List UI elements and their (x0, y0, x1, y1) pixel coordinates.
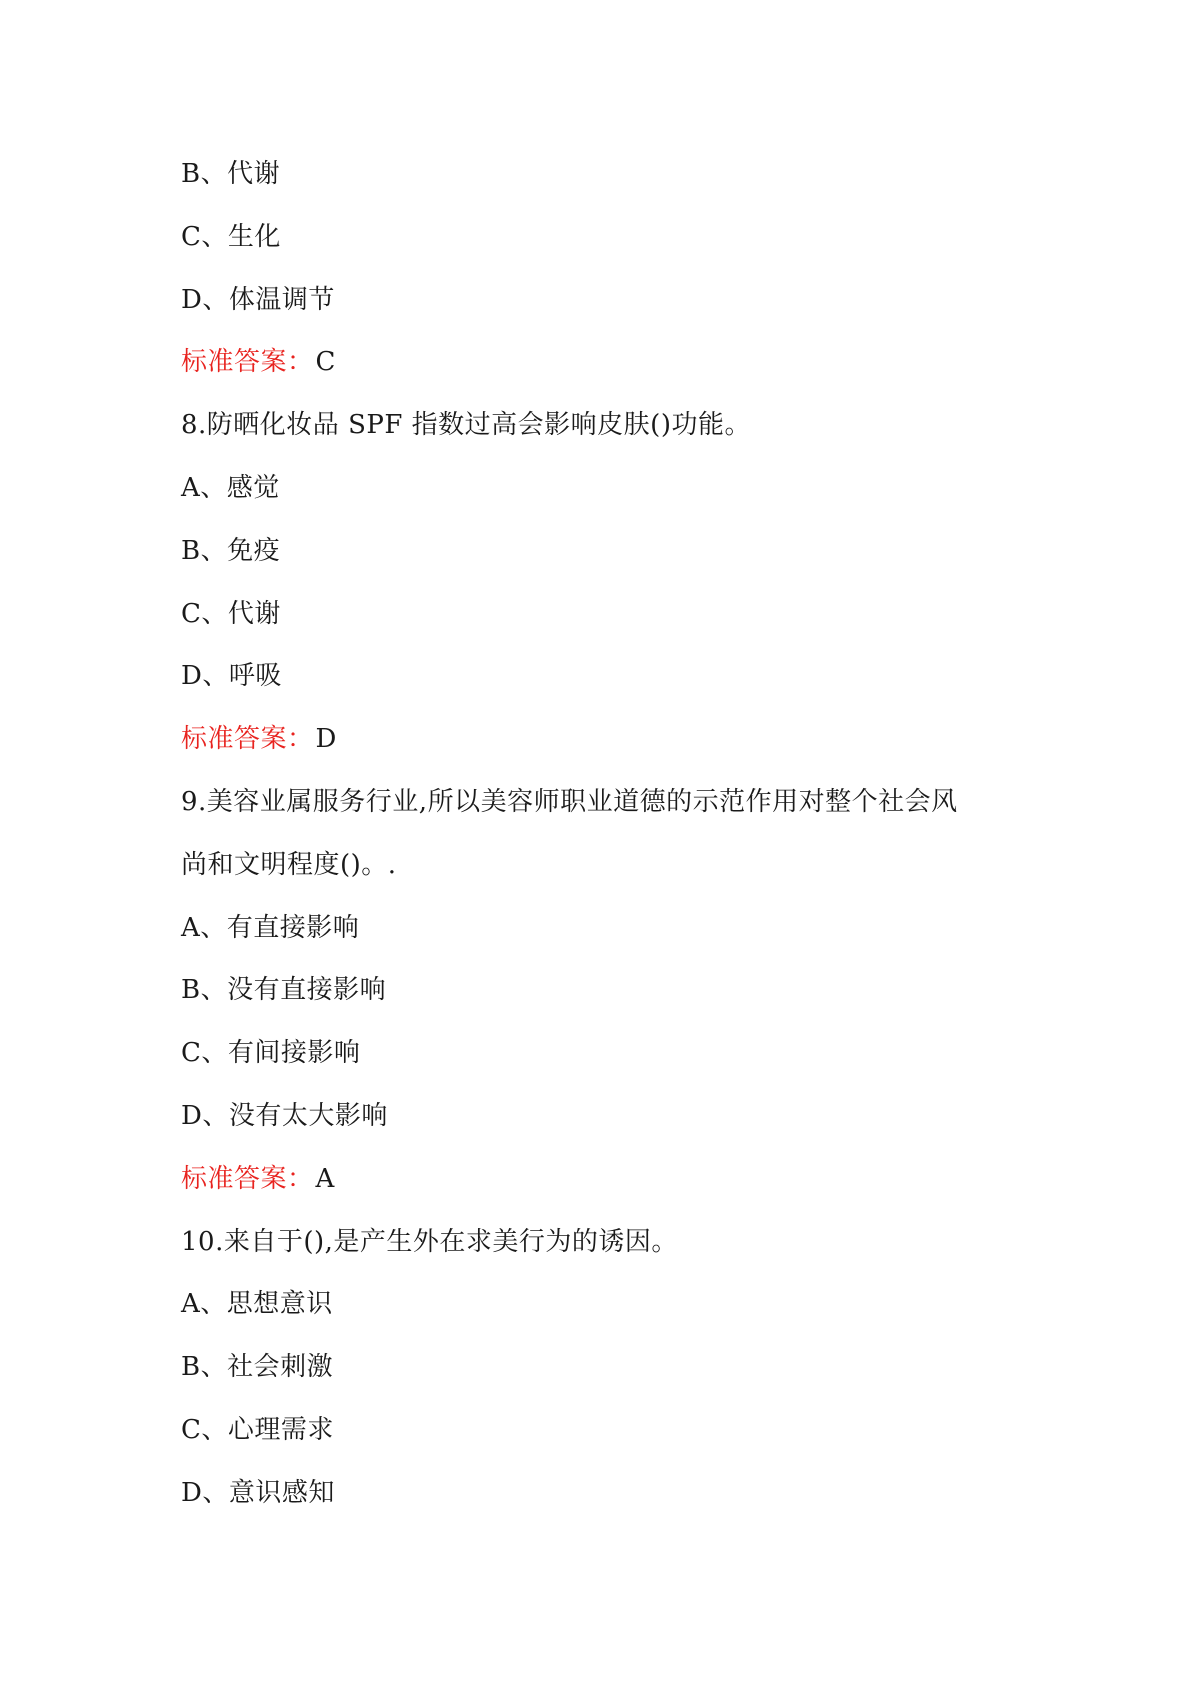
option-text: D、意识感知 (181, 1477, 335, 1508)
answer-line (181, 331, 1031, 394)
answer-value: D (315, 724, 337, 755)
question-text: 尚和文明程度()。. (181, 849, 397, 880)
question-text: 10.来自于(),是产生外在求美行为的诱因。 (181, 1226, 678, 1257)
answer-label: 标准答案： (181, 347, 314, 378)
option-text: B、没有直接影响 (181, 975, 387, 1006)
answer-line (181, 1148, 1031, 1211)
option-text: C、心理需求 (181, 1414, 334, 1445)
answer-value: A (315, 1163, 335, 1194)
question-text: 9.美容业属服务行业,所以美容师职业道德的示范作用对整个社会风 (181, 786, 958, 817)
option-text: A、思想意识 (181, 1289, 333, 1320)
option-text: B、免疫 (181, 535, 281, 566)
option-text: B、代谢 (181, 159, 281, 189)
answer-label: 标准答案： (181, 1163, 314, 1194)
exam-content (181, 143, 1031, 1525)
option-text: C、生化 (181, 221, 281, 252)
option-text: B、社会刺激 (181, 1352, 334, 1383)
question-text: 8.防晒化妆品 SPF 指数过高会影响皮肤()功能。 (181, 410, 751, 441)
option-text: D、呼吸 (181, 661, 282, 692)
option-text: A、感觉 (181, 472, 280, 503)
option-text: D、没有太大影响 (181, 1100, 388, 1131)
answer-value: C (315, 347, 336, 378)
answer-label: 标准答案： (181, 724, 314, 755)
option-text: D、体温调节 (181, 284, 335, 315)
option-text: C、代谢 (181, 598, 281, 629)
option-text: C、有间接影响 (181, 1038, 361, 1069)
option-text: A、有直接影响 (181, 912, 360, 943)
answer-line (181, 708, 1031, 771)
